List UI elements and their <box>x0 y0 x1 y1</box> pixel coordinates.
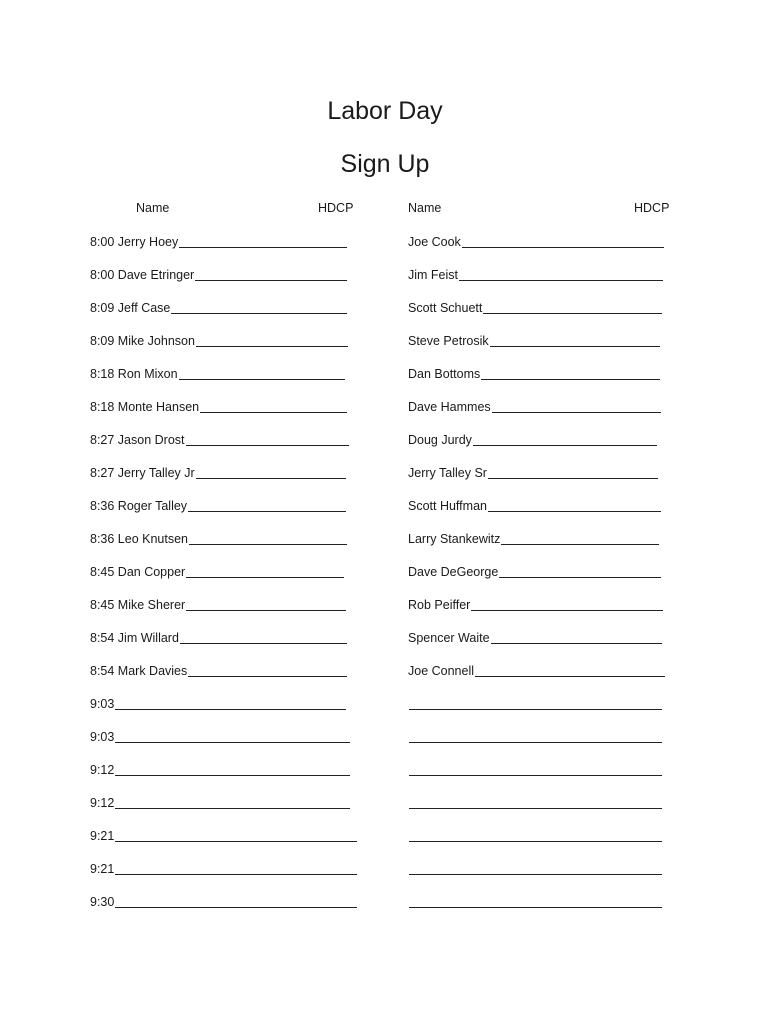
left-signup-blank-line[interactable] <box>115 709 346 710</box>
right-signup-row <box>408 892 662 910</box>
right-signup-blank-line[interactable] <box>473 445 657 446</box>
left-signup-row <box>90 793 350 811</box>
left-signup-row <box>90 331 348 349</box>
right-signup-row <box>408 232 664 250</box>
right-signup-row <box>408 727 662 745</box>
left-signup-row <box>90 694 346 712</box>
right-signup-row <box>408 859 662 877</box>
right-signup-blank-line[interactable] <box>409 907 662 908</box>
right-signup-blank-line[interactable] <box>409 808 662 809</box>
left-signup-name: 8:09 Jeff Case <box>90 301 171 315</box>
right-signup-name: Larry Stankewitz <box>408 532 501 546</box>
left-signup-name: 8:00 Dave Etringer <box>90 268 195 282</box>
left-signup-row <box>90 232 347 250</box>
right-signup-row <box>408 463 658 481</box>
left-signup-name: 8:27 Jason Drost <box>90 433 185 447</box>
left-signup-blank-line[interactable] <box>180 643 347 644</box>
right-signup-blank-line[interactable] <box>409 709 662 710</box>
right-signup-name: Dave DeGeorge <box>408 565 499 579</box>
left-signup-name: 9:03 <box>90 697 115 711</box>
left-signup-blank-line[interactable] <box>115 841 357 842</box>
left-signup-blank-line[interactable] <box>186 610 346 611</box>
left-signup-name: 9:21 <box>90 862 115 876</box>
right-signup-row <box>408 595 663 613</box>
right-signup-name: Jerry Talley Sr <box>408 466 487 480</box>
left-signup-row <box>90 826 357 844</box>
left-signup-row <box>90 661 347 679</box>
left-signup-name: 8:00 Jerry Hoey <box>90 235 179 249</box>
right-signup-blank-line[interactable] <box>409 874 662 875</box>
left-hdcp-header: HDCP <box>318 201 354 215</box>
right-signup-name: Jim Feist <box>408 268 458 282</box>
left-signup-blank-line[interactable] <box>186 445 350 446</box>
right-signup-name: Doug Jurdy <box>408 433 472 447</box>
left-signup-name: 8:54 Jim Willard <box>90 631 179 645</box>
left-signup-name: 9:12 <box>90 763 115 777</box>
left-signup-blank-line[interactable] <box>189 544 347 545</box>
right-signup-blank-line[interactable] <box>491 643 662 644</box>
right-signup-blank-line[interactable] <box>471 610 663 611</box>
left-signup-name: 8:45 Mike Sherer <box>90 598 186 612</box>
left-signup-blank-line[interactable] <box>186 577 344 578</box>
left-signup-blank-line[interactable] <box>196 346 348 347</box>
left-signup-blank-line[interactable] <box>115 907 357 908</box>
left-signup-row <box>90 463 346 481</box>
left-signup-row <box>90 562 344 580</box>
right-signup-row <box>408 628 662 646</box>
left-signup-blank-line[interactable] <box>196 478 346 479</box>
left-signup-name: 8:36 Roger Talley <box>90 499 188 513</box>
right-signup-row <box>408 694 662 712</box>
right-signup-row <box>408 496 661 514</box>
right-signup-blank-line[interactable] <box>409 775 662 776</box>
right-signup-row <box>408 298 662 316</box>
right-signup-name: Joe Connell <box>408 664 475 678</box>
left-signup-name: 8:27 Jerry Talley Jr <box>90 466 195 480</box>
left-signup-row <box>90 892 357 910</box>
left-signup-row <box>90 760 350 778</box>
right-signup-blank-line[interactable] <box>488 511 661 512</box>
right-signup-blank-line[interactable] <box>499 577 661 578</box>
right-signup-blank-line[interactable] <box>501 544 659 545</box>
right-signup-name: Scott Schuett <box>408 301 483 315</box>
left-signup-blank-line[interactable] <box>200 412 347 413</box>
right-signup-row <box>408 760 662 778</box>
left-signup-name: 9:12 <box>90 796 115 810</box>
right-signup-row <box>408 430 657 448</box>
left-signup-blank-line[interactable] <box>115 808 350 809</box>
left-signup-blank-line[interactable] <box>188 511 346 512</box>
left-signup-name: 8:45 Dan Copper <box>90 565 186 579</box>
left-signup-name: 8:36 Leo Knutsen <box>90 532 188 546</box>
left-signup-row <box>90 727 350 745</box>
page-subtitle: Sign Up <box>340 150 430 178</box>
page-title: Labor Day <box>327 97 443 125</box>
right-hdcp-header: HDCP <box>634 201 670 215</box>
left-signup-name: 9:21 <box>90 829 115 843</box>
left-signup-blank-line[interactable] <box>115 742 350 743</box>
right-signup-blank-line[interactable] <box>475 676 665 677</box>
left-signup-row <box>90 397 347 415</box>
right-signup-row <box>408 562 661 580</box>
right-signup-row <box>408 331 660 349</box>
right-signup-blank-line[interactable] <box>490 346 660 347</box>
left-signup-row <box>90 859 357 877</box>
right-signup-row <box>408 397 661 415</box>
left-signup-name: 8:54 Mark Davies <box>90 664 188 678</box>
right-signup-blank-line[interactable] <box>409 841 662 842</box>
right-signup-row <box>408 793 662 811</box>
right-signup-name: Steve Petrosik <box>408 334 489 348</box>
right-name-header: Name <box>408 201 442 215</box>
left-signup-row <box>90 298 347 316</box>
right-signup-blank-line[interactable] <box>462 247 664 248</box>
right-signup-row <box>408 661 665 679</box>
right-signup-name: Rob Peiffer <box>408 598 471 612</box>
right-signup-name: Spencer Waite <box>408 631 490 645</box>
left-signup-blank-line[interactable] <box>115 775 350 776</box>
right-signup-blank-line[interactable] <box>459 280 663 281</box>
left-signup-blank-line[interactable] <box>179 379 345 380</box>
left-signup-row <box>90 364 345 382</box>
left-signup-row <box>90 430 349 448</box>
left-signup-blank-line[interactable] <box>195 280 347 281</box>
right-signup-blank-line[interactable] <box>492 412 661 413</box>
right-signup-name: Dave Hammes <box>408 400 491 414</box>
right-signup-row <box>408 265 663 283</box>
left-signup-blank-line[interactable] <box>115 874 357 875</box>
left-signup-name: 8:09 Mike Johnson <box>90 334 195 348</box>
left-signup-blank-line[interactable] <box>188 676 347 677</box>
right-signup-blank-line[interactable] <box>483 313 662 314</box>
right-signup-blank-line[interactable] <box>409 742 662 743</box>
left-signup-name: 9:03 <box>90 730 115 744</box>
left-signup-row <box>90 496 346 514</box>
right-signup-name: Dan Bottoms <box>408 367 481 381</box>
left-signup-row <box>90 595 346 613</box>
left-signup-row <box>90 628 347 646</box>
left-signup-row <box>90 265 347 283</box>
left-signup-name: 8:18 Monte Hansen <box>90 400 200 414</box>
right-signup-blank-line[interactable] <box>488 478 658 479</box>
right-signup-row <box>408 529 659 547</box>
left-signup-name: 8:18 Ron Mixon <box>90 367 178 381</box>
right-signup-blank-line[interactable] <box>481 379 660 380</box>
left-signup-row <box>90 529 347 547</box>
left-signup-blank-line[interactable] <box>171 313 347 314</box>
right-signup-row <box>408 826 662 844</box>
right-signup-row <box>408 364 660 382</box>
left-name-header: Name <box>136 201 170 215</box>
right-signup-name: Joe Cook <box>408 235 461 249</box>
right-signup-name: Scott Huffman <box>408 499 487 513</box>
left-signup-name: 9:30 <box>90 895 115 909</box>
left-signup-blank-line[interactable] <box>179 247 347 248</box>
